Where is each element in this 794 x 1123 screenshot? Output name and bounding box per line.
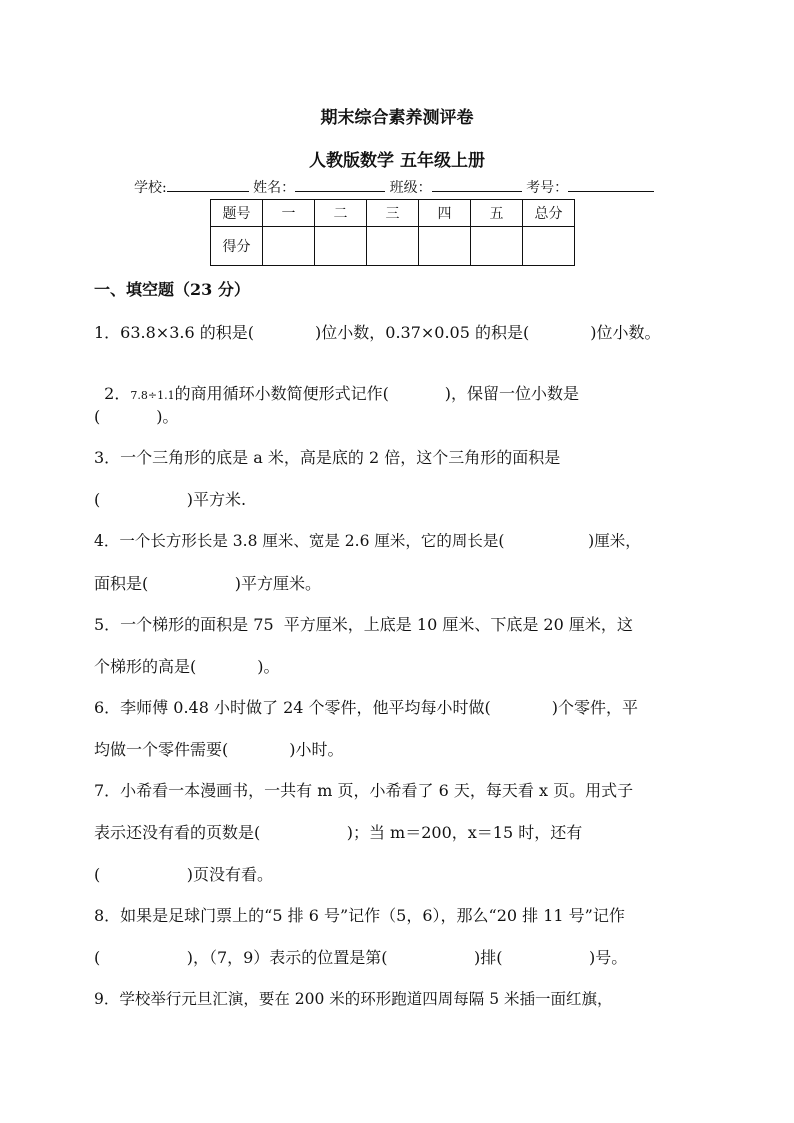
score-cell [367, 227, 419, 266]
exam-no-label: 考号： [526, 180, 569, 196]
question-text: 的商用循环小数简便形式记作( )，保留一位小数是 [174, 384, 580, 403]
question-4: 4．一个长方形长是 3.8 厘米、宽是 2.6 厘米，它的周长是( )厘米， [94, 532, 641, 550]
exam-no-blank [568, 177, 654, 192]
header-cell: 题号 [211, 200, 263, 227]
score-table [210, 199, 575, 266]
question-4-cont: 面积是( )平方厘米。 [94, 574, 321, 593]
name-label: 姓名： [253, 180, 296, 196]
question-3: 3．一个三角形的底是 a 米，高是底的 2 倍，这个三角形的面积是 [94, 448, 561, 467]
question-3-cont: ( )平方米. [94, 490, 247, 509]
score-cell [263, 227, 315, 266]
math-expression: 7.8÷1.1 [130, 389, 175, 402]
score-cell [471, 227, 523, 266]
section-heading: 一、填空题（23 分） [94, 280, 250, 299]
class-blank [432, 177, 522, 192]
question-6: 6．李师傅 0.48 小时做了 24 个零件，他平均每小时做( )个零件，平 [94, 698, 639, 717]
school-blank [167, 177, 249, 192]
row-label-cell: 得分 [211, 227, 263, 266]
header-cell: 三 [367, 200, 419, 227]
score-cell [419, 227, 471, 266]
page-title: 期末综合素养测评卷 [320, 108, 474, 128]
question-7-cont2: ( )页没有看。 [94, 865, 273, 884]
header-cell: 四 [419, 200, 471, 227]
question-1: 1．63.8×3.6 的积是( )位小数，0.37×0.05 的积是( )位小数。 [94, 323, 661, 342]
header-cell: 总分 [523, 200, 575, 227]
question-8: 8．如果是足球门票上的“5 排 6 号”记作（5，6），那么“20 排 11 号”记作 [94, 906, 625, 925]
question-2 [94, 362, 579, 404]
question-5: 5．一个梯形的面积是 75 平方厘米，上底是 10 厘米、下底是 20 厘米，这 [94, 615, 633, 634]
name-blank [295, 177, 385, 192]
header-cell: 五 [471, 200, 523, 227]
score-table-header-row [211, 200, 575, 227]
question-7-cont: 表示还没有看的页数是( )；当 m＝200，x＝15 时，还有 [94, 823, 583, 842]
question-5-cont: 个梯形的高是( )。 [94, 657, 280, 676]
score-cell [315, 227, 367, 266]
school-label: 学校: [134, 180, 167, 196]
header-cell: 一 [263, 200, 315, 227]
question-8-cont: ( )，（7，9）表示的位置是第( )排( )号。 [94, 948, 628, 967]
question-number: 2． [104, 384, 131, 403]
class-label: 班级： [389, 180, 432, 196]
question-7: 7．小希看一本漫画书，一共有 m 页，小希看了 6 天，每天看 x 页。用式子 [94, 781, 634, 800]
score-cell [523, 227, 575, 266]
question-9: 9．学校举行元旦汇演，要在 200 米的环形跑道四周每隔 5 米插一面红旗， [94, 990, 613, 1008]
page-subtitle: 人教版数学 五年级上册 [309, 151, 485, 171]
student-info-line [134, 177, 654, 197]
question-2-cont: ( )。 [94, 407, 179, 426]
score-table-score-row [211, 227, 575, 266]
header-cell: 二 [315, 200, 367, 227]
question-6-cont: 均做一个零件需要( )小时。 [94, 740, 344, 759]
